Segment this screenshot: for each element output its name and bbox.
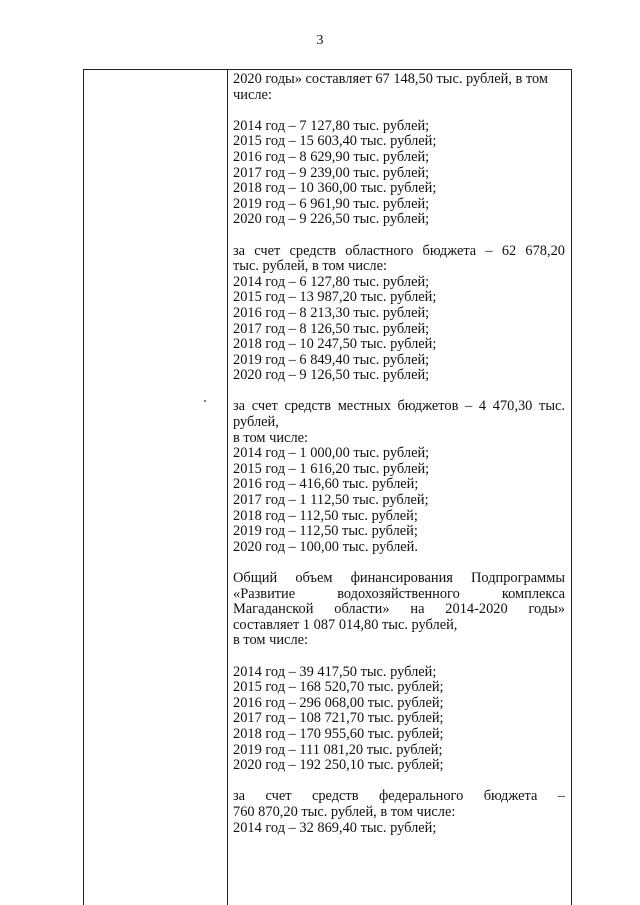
block1-intro-line: 2020 годы» составляет 67 148,50 тыс. рублей, в том: [233, 71, 549, 87]
block1-year-line: 2020 год – 9 226,50 тыс. рублей;: [233, 211, 430, 228]
block1-year-line: 2018 год – 10 360,00 тыс. рублей;: [233, 180, 437, 197]
block4-year-line: 2018 год – 170 955,60 тыс. рублей;: [233, 725, 444, 742]
block1-year-line: 2014 год – 7 127,80 тыс. рублей;: [233, 117, 430, 134]
block2-intro-line: тыс. рублей, в том числе:: [233, 258, 387, 275]
block3-year-line: 2018 год – 112,50 тыс. рублей;: [233, 507, 418, 524]
column-divider: [227, 70, 228, 905]
block4-year-line: 2019 год – 111 081,20 тыс. рублей;: [233, 741, 443, 758]
block4-intro-line: Магаданской области» на 2014-2020 годы»: [233, 601, 565, 618]
block4-intro-line: Общий объем финансирования Подпрограммы: [233, 570, 565, 586]
block3-year-line: 2015 год – 1 616,20 тыс. рублей;: [233, 460, 430, 477]
block5-intro-line: 760 870,20 тыс. рублей, в том числе:: [233, 803, 456, 820]
block3-intro-line: в том числе:: [233, 429, 309, 446]
block1-year-line: 2017 год – 9 239,00 тыс. рублей;: [233, 164, 430, 181]
block4-intro-line: «Развитие водохозяйственного комплекса: [233, 585, 565, 602]
block1-intro-line: числе:: [233, 86, 272, 103]
block2-year-line: 2020 год – 9 126,50 тыс. рублей;: [233, 367, 430, 384]
block2-year-line: 2018 год – 10 247,50 тыс. рублей;: [233, 336, 437, 353]
block4-year-line: 2020 год – 192 250,10 тыс. рублей;: [233, 757, 444, 774]
block3-year-line: 2019 год – 112,50 тыс. рублей;: [233, 523, 418, 540]
block4-year-line: 2017 год – 108 721,70 тыс. рублей;: [233, 710, 444, 727]
page-number: 3: [316, 33, 324, 48]
block3-intro-line: за счет средств местных бюджетов – 4 470,30 тыс.: [233, 398, 565, 415]
block2-year-line: 2015 год – 13 987,20 тыс. рублей;: [233, 289, 437, 306]
block2-year-line: 2014 год – 6 127,80 тыс. рублей;: [233, 273, 430, 290]
block5-year-line: 2014 год – 32 869,40 тыс. рублей;: [233, 819, 437, 836]
block2-year-line: 2019 год – 6 849,40 тыс. рублей;: [233, 351, 430, 368]
block5-intro-line: за счет средств федерального бюджета –: [233, 788, 565, 805]
block3-year-line: 2020 год – 100,00 тыс. рублей.: [233, 538, 418, 555]
funding-table: [83, 69, 572, 905]
block1-year-line: 2019 год – 6 961,90 тыс. рублей;: [233, 195, 430, 212]
block3-year-line: 2017 год – 1 112,50 тыс. рублей;: [233, 492, 429, 509]
block1-year-line: 2016 год – 8 629,90 тыс. рублей;: [233, 148, 430, 165]
block4-intro-line: составляет 1 087 014,80 тыс. рублей,: [233, 616, 458, 633]
block4-year-line: 2016 год – 296 068,00 тыс. рублей;: [233, 694, 444, 711]
block3-intro-line: рублей,: [233, 414, 279, 431]
block1-year-line: 2015 год – 15 603,40 тыс. рублей;: [233, 133, 437, 150]
funding-text-cell: [233, 72, 565, 836]
block3-year-line: 2014 год – 1 000,00 тыс. рублей;: [233, 445, 430, 462]
block2-intro-line: за счет средств областного бюджета – 62 678,20: [233, 242, 565, 259]
block4-year-line: 2015 год – 168 520,70 тыс. рублей;: [233, 679, 444, 696]
block2-year-line: 2016 год – 8 213,30 тыс. рублей;: [233, 304, 430, 321]
scan-speck: [204, 400, 206, 402]
block4-year-line: 2014 год – 39 417,50 тыс. рублей;: [233, 663, 437, 680]
block4-intro-line: в том числе:: [233, 632, 309, 649]
block2-year-line: 2017 год – 8 126,50 тыс. рублей;: [233, 320, 430, 337]
block3-year-line: 2016 год – 416,60 тыс. рублей;: [233, 476, 419, 493]
